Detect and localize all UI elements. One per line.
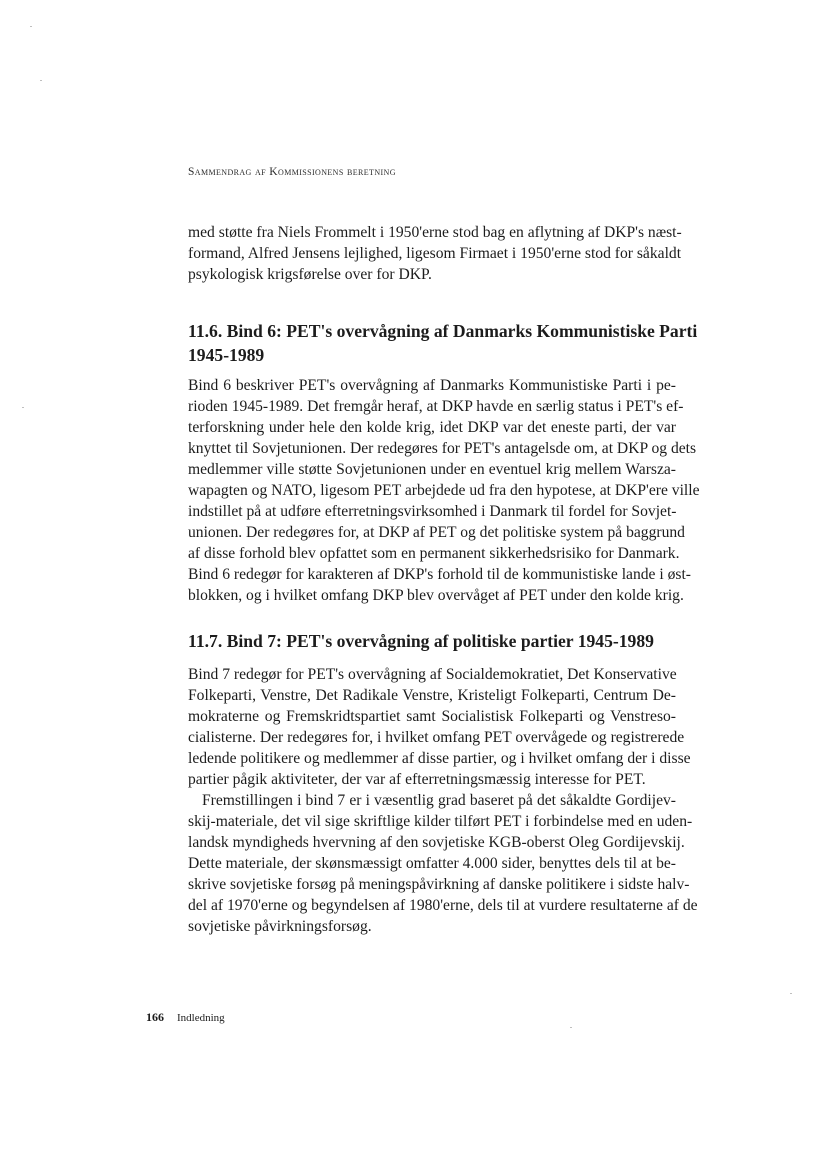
text-line: ledende politikere og medlemmer af disse partier, og i hvilket omfang der i disse bbox=[188, 750, 691, 767]
text-line: Fremstillingen i bind 7 er i væsentlig grad baseret på det såkaldte Gordijev- bbox=[202, 792, 676, 809]
scan-speck bbox=[22, 407, 24, 408]
heading-line: 11.7. Bind 7: PET's overvågning af politiske partier 1945-1989 bbox=[188, 631, 654, 651]
footer-label: Indledning bbox=[177, 1012, 225, 1024]
intro-paragraph bbox=[188, 222, 682, 285]
text-line: Bind 6 beskriver PET's overvågning af Danmarks Kommunistiske Parti i pe- bbox=[188, 377, 676, 394]
text-line: medlemmer ville støtte Sovjetunionen under en eventuel krig mellem Warsza- bbox=[188, 461, 676, 478]
text-line: partier pågik aktiviteter, der var af efterretningsmæssig interesse for PET. bbox=[188, 771, 646, 788]
text-line: skrive sovjetiske forsøg på meningspåvirkning af danske politikere i sidste halv- bbox=[188, 876, 690, 893]
text-line: mokraterne og Fremskridtspartiet samt Socialistisk Folkeparti og Venstreso- bbox=[188, 708, 676, 725]
heading-line: 1945-1989 bbox=[188, 345, 265, 365]
running-head: Sammendrag af Kommissionens beretning bbox=[188, 166, 396, 178]
text-line: rioden 1945-1989. Det fremgår heraf, at DKP havde en særlig status i PET's ef- bbox=[188, 398, 684, 415]
text-line: unionen. Der redegøres for, at DKP af PET og det politiske system på baggrund bbox=[188, 524, 685, 541]
text-line: Bind 7 redegør for PET's overvågning af Socialdemokratiet, Det Konservative bbox=[188, 666, 677, 683]
text-line: skij-materiale, det vil sige skriftlige kilder tilført PET i forbindelse med en uden- bbox=[188, 813, 693, 830]
page-number: 166 bbox=[146, 1010, 164, 1024]
page-footer bbox=[146, 1010, 225, 1025]
section-6-heading bbox=[188, 319, 698, 367]
text-line: Bind 6 redegør for karakteren af DKP's forhold til de kommunistiske lande i øst- bbox=[188, 566, 691, 583]
scan-speck bbox=[790, 993, 792, 994]
text-line: terforskning under hele den kolde krig, idet DKP var det eneste parti, der var bbox=[188, 419, 676, 436]
text-line: af disse forhold blev opfattet som en permanent sikkerhedsrisiko for Danmark. bbox=[188, 545, 680, 562]
text-line: wapagten og NATO, ligesom PET arbejdede ud fra den hypotese, at DKP'ere ville bbox=[188, 482, 700, 499]
heading-line: 11.6. Bind 6: PET's overvågning af Danmarks Kommunistiske Parti bbox=[188, 321, 698, 341]
section-7-heading bbox=[188, 629, 676, 653]
text-line: knyttet til Sovjetunionen. Der redegøres for PET's antagelsde om, at DKP og dets bbox=[188, 440, 697, 457]
text-line: cialisterne. Der redegøres for, i hvilket omfang PET overvågede og registrerede bbox=[188, 729, 685, 746]
text-line: blokken, og i hvilket omfang DKP blev overvåget af PET under den kolde krig. bbox=[188, 587, 684, 604]
text-line: med støtte fra Niels Frommelt i 1950'erne stod bag en aflytning af DKP's næst- bbox=[188, 224, 682, 241]
section-7-body bbox=[188, 664, 698, 937]
scan-speck bbox=[40, 80, 42, 81]
text-line: formand, Alfred Jensens lejlighed, ligesom Firmaet i 1950'erne stod for såkaldt bbox=[188, 245, 682, 262]
scan-speck bbox=[570, 1027, 572, 1028]
text-line: landsk myndigheds hvervning af den sovjetiske KGB-oberst Oleg Gordijevskij. bbox=[188, 834, 685, 851]
text-line: del af 1970'erne og begyndelsen af 1980'erne, dels til at vurdere resultaterne af de bbox=[188, 897, 698, 914]
section-6-body bbox=[188, 375, 700, 606]
text-line: sovjetiske påvirkningsforsøg. bbox=[188, 918, 372, 935]
text-line: psykologisk krigsførelse over for DKP. bbox=[188, 266, 432, 283]
scan-speck bbox=[30, 26, 32, 27]
text-line: indstillet på at udføre efterretningsvirksomhed i Danmark til fordel for Sovjet- bbox=[188, 503, 677, 520]
text-line: Dette materiale, der skønsmæssigt omfatter 4.000 sider, benyttes dels til at be- bbox=[188, 855, 676, 872]
text-line: Folkeparti, Venstre, Det Radikale Venstre, Kristeligt Folkeparti, Centrum De- bbox=[188, 687, 676, 704]
